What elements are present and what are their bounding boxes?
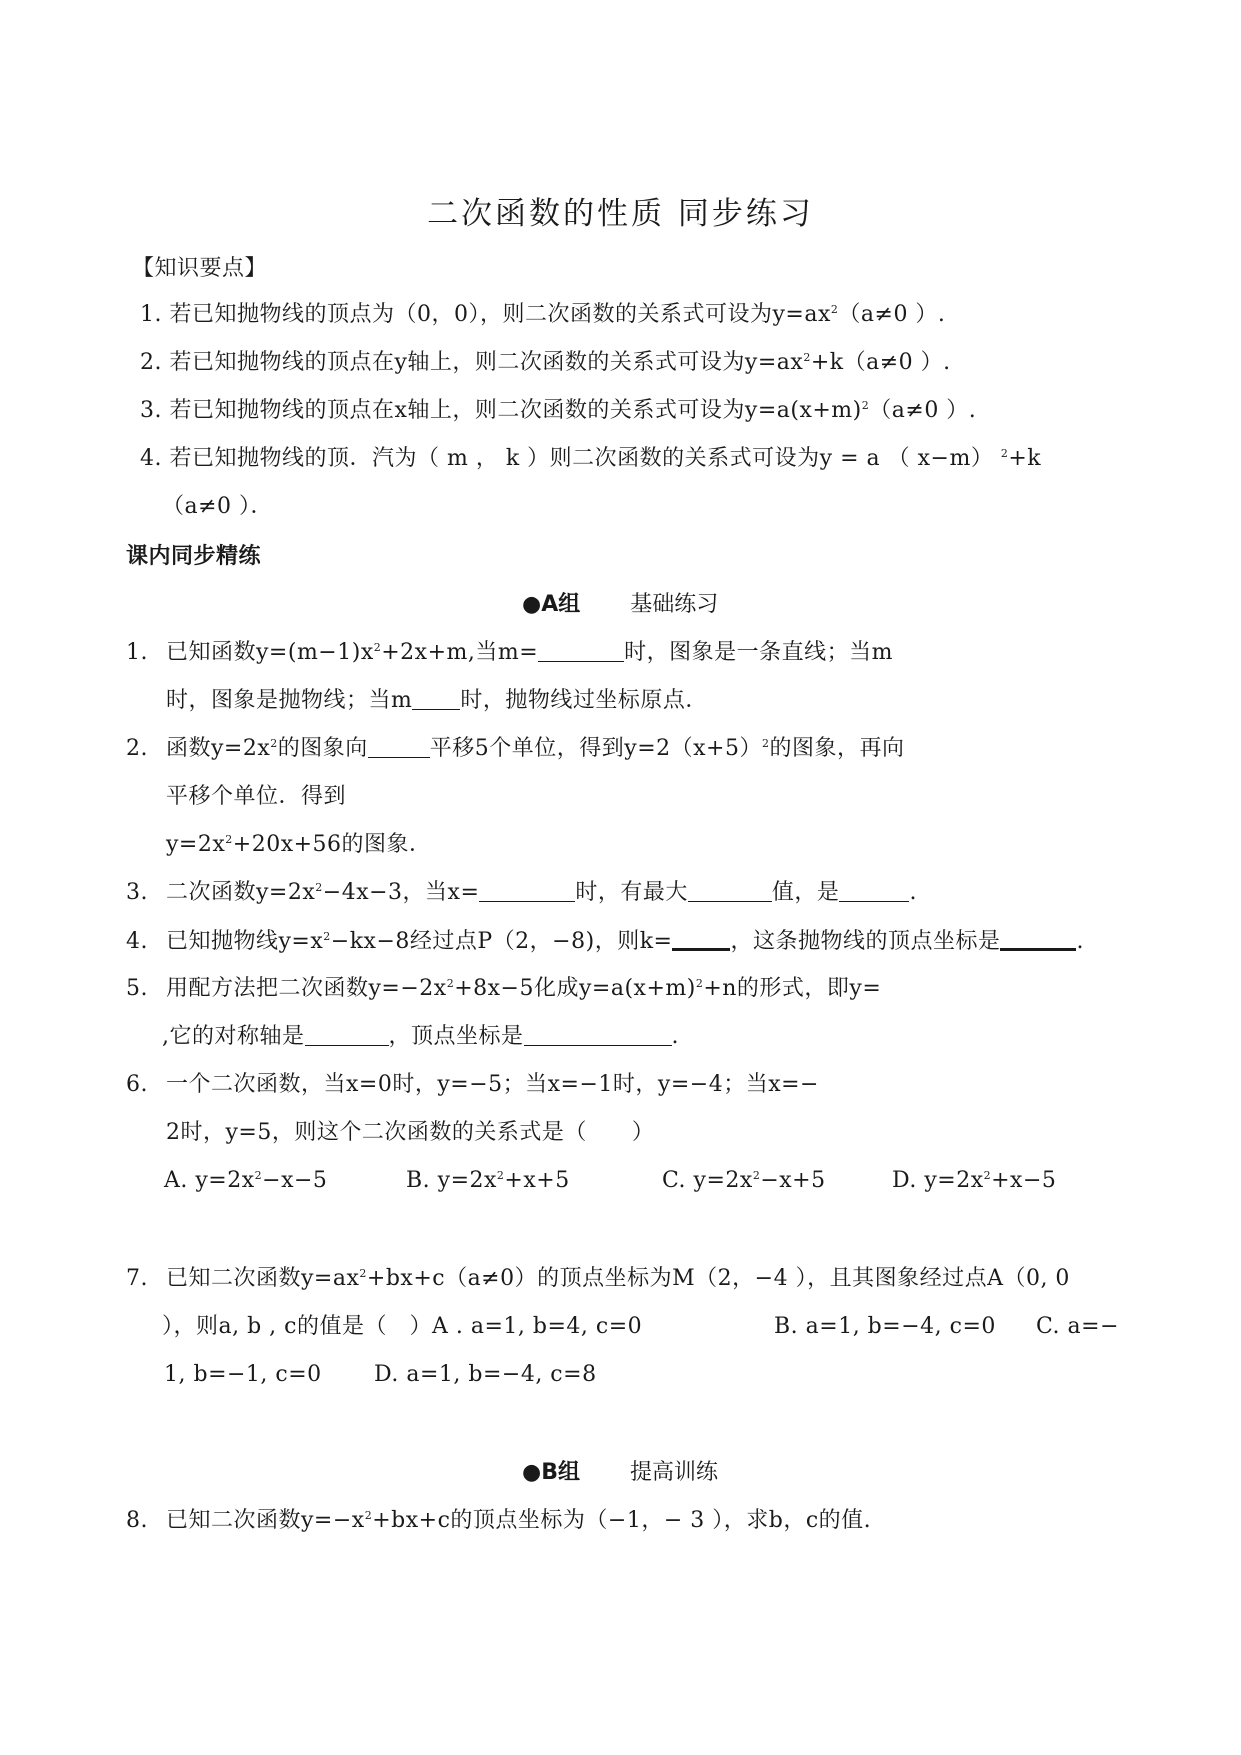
question-4: 4. 已知抛物线$y=x^2-kx-8$经过点P（2，−8)，则k= ，这条抛物线的顶点坐标是 . bbox=[126, 926, 1084, 957]
answer-blank[interactable] bbox=[412, 687, 460, 710]
answer-blank[interactable] bbox=[688, 879, 772, 902]
question-6-option-d[interactable]: D. $y=2x^2+x-5$ bbox=[892, 1168, 1057, 1193]
question-6-cont: 2时，y=5，则这个二次函数的关系式是（ ） bbox=[166, 1120, 655, 1145]
answer-blank[interactable] bbox=[368, 735, 430, 758]
question-1: 1. 已知函数$y=(m-1)x^2+2x+m$,当m= 时，图象是一条直线；当m bbox=[126, 640, 894, 665]
question-2-cont: 平移个单位．得到 bbox=[166, 784, 347, 809]
knowledge-item-2: 2. 若已知抛物线的顶点在y轴上，则二次函数的关系式可设为$y=ax^2+k(a\ne 0$ ）. bbox=[140, 350, 951, 375]
answer-blank[interactable] bbox=[305, 1023, 389, 1046]
question-2-cont2: $y=2x^2+20x+56$的图象． bbox=[166, 832, 432, 857]
knowledge-item-1: 1. 若已知抛物线的顶点为（0，0），则二次函数的关系式可设为$y=ax^2(a\ne 0$ ）. bbox=[140, 302, 946, 327]
question-1-cont: 时，图象是抛物线；当m 时，抛物线过坐标原点． bbox=[166, 688, 708, 713]
answer-blank[interactable] bbox=[1000, 926, 1076, 951]
knowledge-item-4-cont: （a≠0 ）． bbox=[162, 494, 274, 519]
section-heading: 课内同步精练 bbox=[126, 544, 262, 569]
question-6: 6. 一个二次函数，当x=0时，y=−5；当x=−1时，y=−4；当x=− bbox=[126, 1072, 819, 1097]
question-3: 3. 二次函数$y=2x^2-4x-3$，当x= 时，有最大 值，是 . bbox=[126, 880, 917, 905]
knowledge-item-3: 3. 若已知抛物线的顶点在x轴上，则二次函数的关系式可设为$y=a(x+m)^2(a\ne 0$ ）. bbox=[140, 398, 977, 423]
question-7-option-c[interactable]: C. a=− bbox=[1036, 1314, 1120, 1339]
answer-blank[interactable] bbox=[479, 879, 575, 902]
question-7: 7. 已知二次函数$y=ax^2+bx+c(a\ne 0)$的顶点坐标为M（2，−4 ），且其图象经过点A（0, 0 bbox=[126, 1266, 1070, 1291]
question-5: 5. 用配方法把二次函数$y=-2x^2+8x-5$化成$y=a(x+m)^2+n$的形式，即y= bbox=[126, 976, 882, 1001]
answer-blank[interactable] bbox=[538, 639, 624, 662]
question-6-option-c[interactable]: C. $y=2x^2-x+5$ bbox=[662, 1168, 826, 1193]
knowledge-item-4: 4. 若已知抛物线的顶．汽为（ m ， k ）则二次函数的关系式可设为y = a （ x−m） $^2$+k bbox=[140, 446, 1042, 471]
answer-blank[interactable] bbox=[672, 926, 730, 951]
page-title: 二次函数的性质 同步练习 bbox=[427, 196, 814, 232]
question-8: 8. 已知二次函数$y=-x^2+bx+c$的顶点坐标为（−1，− 3 ），求b，c的值. bbox=[126, 1508, 872, 1533]
answer-blank[interactable] bbox=[524, 1023, 672, 1046]
question-2: 2. 函数$y=2x^2$的图象向 平移5个单位，得到$y=2(x+5)^2$的图象，再向 bbox=[126, 736, 905, 761]
question-6-option-a[interactable]: A. $y=2x^2-x-5$ bbox=[164, 1168, 328, 1193]
knowledge-heading: 【知识要点】 bbox=[132, 256, 268, 281]
question-7-option-d[interactable]: D. a=1, b=−4, c=8 bbox=[374, 1362, 597, 1387]
answer-blank[interactable] bbox=[839, 879, 909, 902]
question-5-cont: ,它的对称轴是 ，顶点坐标是 . bbox=[162, 1024, 680, 1049]
question-7-cont: ），则a, b , c的值是（ ）A . a=1, b=4, c=0 bbox=[162, 1314, 643, 1339]
question-7-option-b[interactable]: B. a=1, b=−4, c=0 bbox=[774, 1314, 996, 1339]
group-b-heading: ●B组 提高训练 bbox=[522, 1460, 718, 1485]
question-7-option-c-cont: 1, b=−1, c=0 bbox=[164, 1362, 322, 1387]
group-a-heading: ●A组 基础练习 bbox=[522, 592, 719, 617]
question-6-option-b[interactable]: B. $y=2x^2+x+5$ bbox=[406, 1168, 570, 1193]
